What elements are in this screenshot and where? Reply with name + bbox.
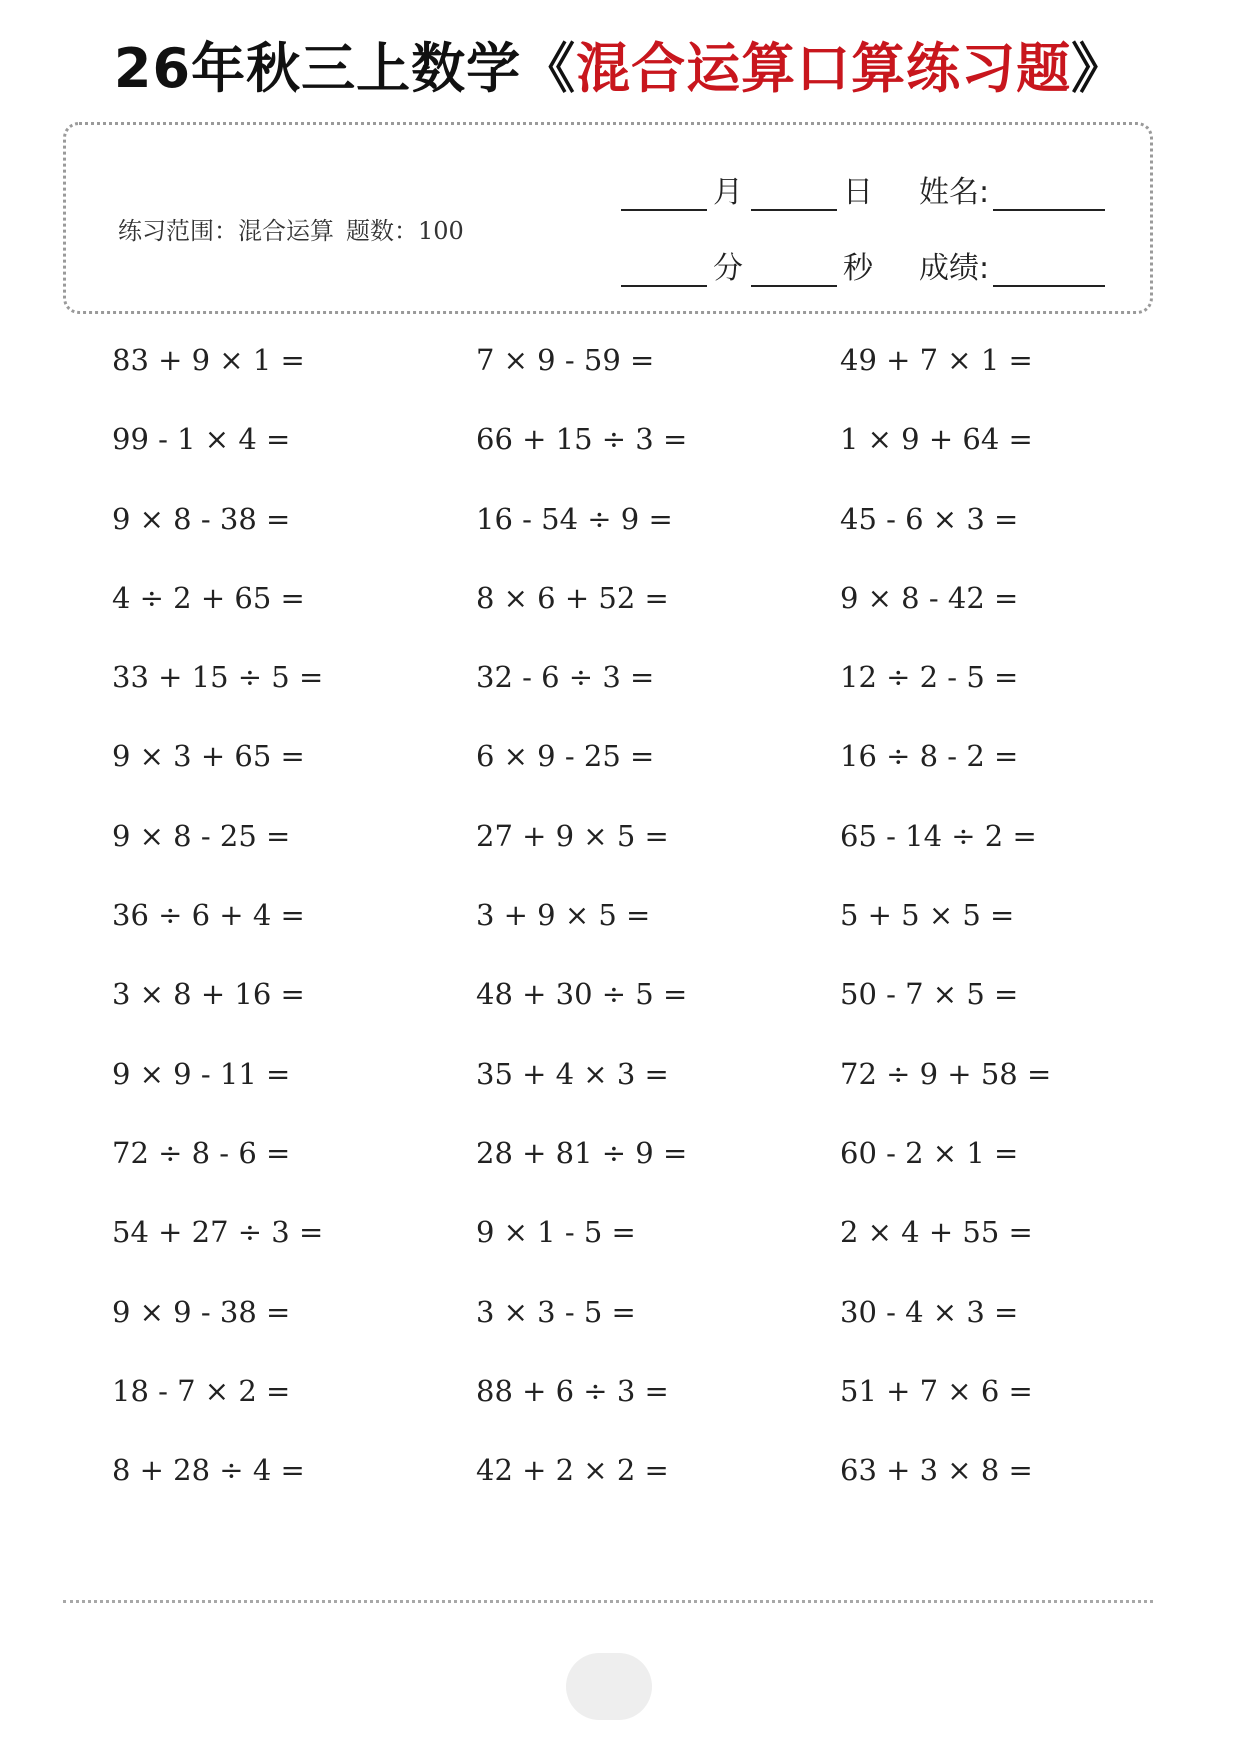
problem-item: 51 + 7 × 6 = xyxy=(840,1373,1033,1408)
second-label: 秒 xyxy=(843,251,873,286)
problem-item: 8 × 6 + 52 = xyxy=(476,580,669,615)
problem-item: 9 × 8 - 42 = xyxy=(840,580,1019,615)
day-blank[interactable] xyxy=(751,179,837,211)
minute-blank[interactable] xyxy=(621,255,707,287)
info-box xyxy=(63,122,1153,314)
name-blank[interactable] xyxy=(993,179,1105,211)
problem-item: 7 × 9 - 59 = xyxy=(476,343,655,377)
date-name-row xyxy=(621,167,1111,210)
problem-item: 66 + 15 ÷ 3 = xyxy=(476,422,688,457)
score-label: 成绩: xyxy=(919,251,990,286)
problem-item: 9 × 8 - 38 = xyxy=(112,501,291,536)
month-blank[interactable] xyxy=(621,179,707,211)
problem-item: 8 + 28 ÷ 4 = xyxy=(112,1453,305,1488)
problem-item: 32 - 6 ÷ 3 = xyxy=(476,660,655,695)
problem-item: 3 × 8 + 16 = xyxy=(112,977,305,1012)
problem-item: 3 + 9 × 5 = xyxy=(476,898,651,933)
problem-item: 36 ÷ 6 + 4 = xyxy=(112,898,305,933)
problem-item: 54 + 27 ÷ 3 = xyxy=(112,1215,324,1250)
title-main: 混合运算口算练习题 xyxy=(576,37,1072,100)
problem-item: 28 + 81 ÷ 9 = xyxy=(476,1135,688,1170)
bottom-divider xyxy=(63,1600,1153,1603)
minute-label: 分 xyxy=(713,251,743,286)
title-prefix: 26年秋三上数学《 xyxy=(113,37,577,100)
problem-item: 9 × 8 - 25 = xyxy=(112,818,291,853)
problem-item: 45 - 6 × 3 = xyxy=(840,501,1019,536)
page-indicator xyxy=(566,1653,652,1720)
practice-scope xyxy=(118,211,476,246)
problem-item: 3 × 3 - 5 = xyxy=(476,1294,636,1329)
scope-label: 练习范围：混合运算 xyxy=(118,217,334,245)
problem-item: 99 - 1 × 4 = xyxy=(112,422,291,457)
problem-item: 4 ÷ 2 + 65 = xyxy=(112,580,305,615)
problem-item: 63 + 3 × 8 = xyxy=(840,1453,1033,1488)
problem-item: 48 + 30 ÷ 5 = xyxy=(476,977,688,1012)
name-label: 姓名: xyxy=(919,175,990,210)
problem-item: 72 ÷ 8 - 6 = xyxy=(112,1135,291,1170)
problem-item: 16 - 54 ÷ 9 = xyxy=(476,501,673,536)
problem-item: 83 + 9 × 1 = xyxy=(112,343,305,377)
problem-grid xyxy=(112,338,1112,1527)
problem-item: 16 ÷ 8 - 2 = xyxy=(840,739,1019,774)
problem-item: 12 ÷ 2 - 5 = xyxy=(840,660,1019,695)
second-blank[interactable] xyxy=(751,255,837,287)
problem-item: 60 - 2 × 1 = xyxy=(840,1135,1019,1170)
problem-item: 9 × 9 - 38 = xyxy=(112,1294,291,1329)
month-label: 月 xyxy=(713,175,743,210)
problem-item: 72 ÷ 9 + 58 = xyxy=(840,1056,1052,1091)
page-title xyxy=(0,34,1240,104)
problem-item: 9 × 9 - 11 = xyxy=(112,1056,291,1091)
title-suffix: 》 xyxy=(1071,37,1127,100)
problem-item: 65 - 14 ÷ 2 = xyxy=(840,818,1037,853)
problem-item: 2 × 4 + 55 = xyxy=(840,1215,1033,1250)
count-label: 题数：100 xyxy=(346,217,464,245)
problem-item: 49 + 7 × 1 = xyxy=(840,343,1033,377)
problem-item: 9 × 1 - 5 = xyxy=(476,1215,636,1250)
problem-item: 27 + 9 × 5 = xyxy=(476,818,669,853)
time-score-row xyxy=(621,243,1111,286)
problem-item: 50 - 7 × 5 = xyxy=(840,977,1019,1012)
problem-item: 1 × 9 + 64 = xyxy=(840,422,1033,457)
day-label: 日 xyxy=(843,175,873,210)
problem-item: 9 × 3 + 65 = xyxy=(112,739,305,774)
problem-item: 6 × 9 - 25 = xyxy=(476,739,655,774)
problem-item: 33 + 15 ÷ 5 = xyxy=(112,660,324,695)
problem-item: 35 + 4 × 3 = xyxy=(476,1056,669,1091)
score-blank[interactable] xyxy=(993,255,1105,287)
problem-item: 5 + 5 × 5 = xyxy=(840,898,1015,933)
problem-item: 30 - 4 × 3 = xyxy=(840,1294,1019,1329)
problem-item: 18 - 7 × 2 = xyxy=(112,1373,291,1408)
problem-item: 88 + 6 ÷ 3 = xyxy=(476,1373,669,1408)
problem-item: 42 + 2 × 2 = xyxy=(476,1453,669,1488)
